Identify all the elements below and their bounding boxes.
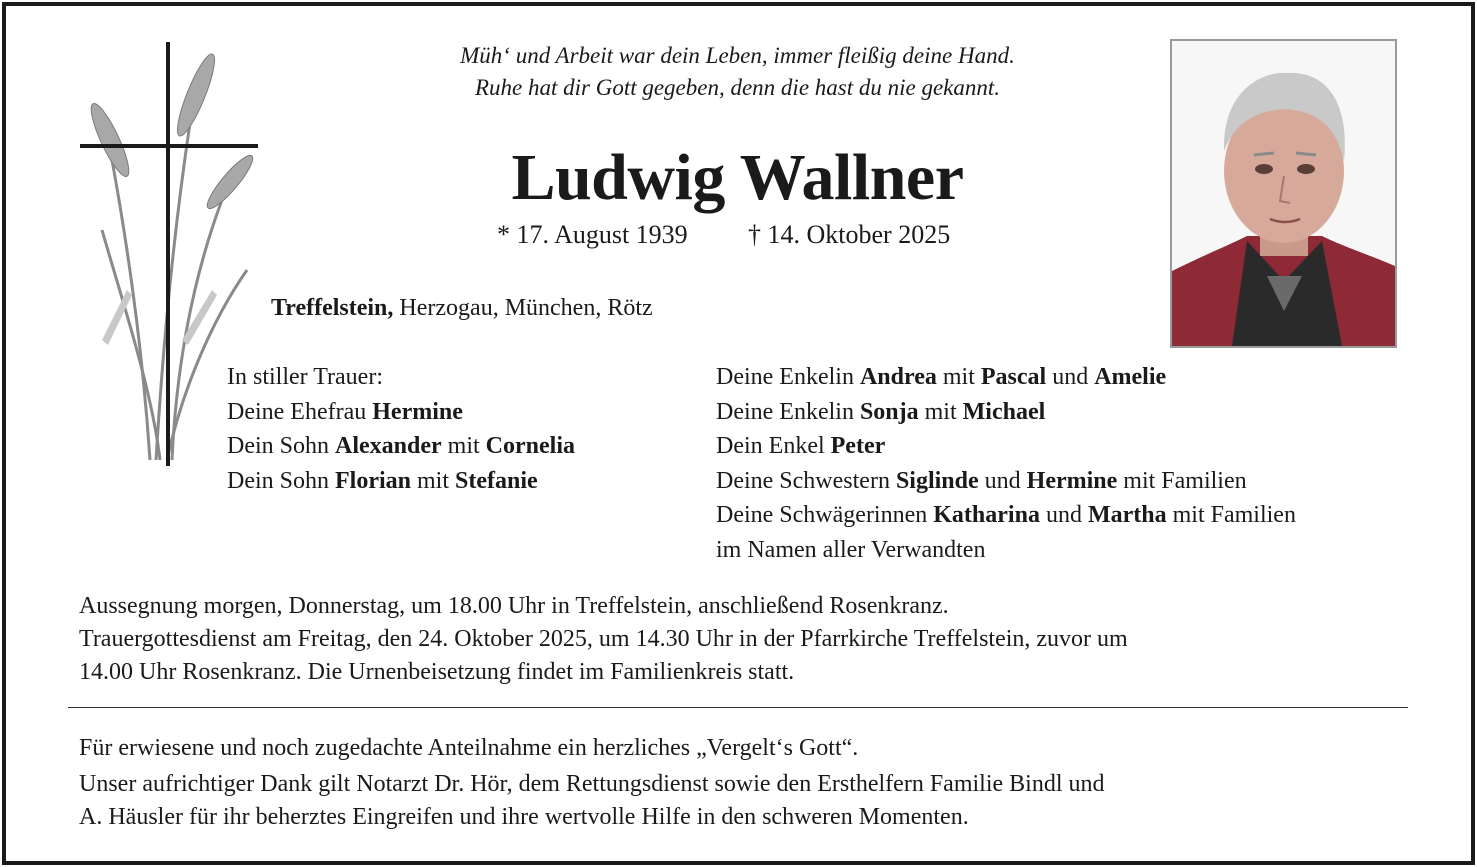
- service-line-2: Trauergottesdienst am Freitag, den 24. Oktober 2025, um 14.30 Uhr in der Pfarrkirche Treffelstein, zuvor um: [79, 626, 1128, 652]
- main-place: Treffelstein,: [271, 295, 394, 321]
- list-item: Deine Schwestern Siglinde und Hermine mit Familien: [716, 467, 1247, 494]
- death-date: † 14. Oktober 2025: [748, 220, 951, 249]
- other-places: Herzogau, München, Rötz: [393, 295, 653, 321]
- motto-line-1: Müh‘ und Arbeit war dein Leben, immer fleißig deine Hand.: [460, 43, 1015, 68]
- list-item: Deine Enkelin Sonja mit Michael: [716, 398, 1046, 425]
- places: [271, 292, 653, 324]
- service-line-1: Aussegnung morgen, Donnerstag, um 18.00 Uhr in Treffelstein, anschließend Rosenkranz.: [79, 593, 949, 619]
- list-item: Dein Enkel Peter: [716, 433, 886, 459]
- divider: [68, 707, 1408, 708]
- thanks-line-2: Unser aufrichtiger Dank gilt Notarzt Dr. Hör, dem Rettungsdienst sowie den Ersthelfern Familie Bindl und: [79, 771, 1105, 797]
- thanks-line-1: Für erwiesene und noch zugedachte Anteilnahme ein herzliches „Vergelt‘s Gott“.: [79, 735, 859, 761]
- birth-date: * 17. August 1939: [497, 220, 688, 249]
- portrait-photo: [1170, 39, 1397, 348]
- list-item: im Namen aller Verwandten: [716, 536, 986, 563]
- motto-line-2: Ruhe hat dir Gott gegeben, denn die hast du nie gekannt.: [474, 75, 1001, 100]
- mourners-left-list: [227, 360, 575, 498]
- list-item: Deine Schwägerinnen Katharina und Martha mit Familien: [716, 502, 1296, 528]
- list-item: In stiller Trauer:: [227, 364, 383, 390]
- list-item: Dein Sohn Alexander mit Cornelia: [227, 433, 575, 459]
- thanks-line-3: A. Häusler für ihr beherztes Eingreifen und ihre wertvolle Hilfe in den schweren Momenten.: [79, 804, 969, 830]
- list-item: Dein Sohn Florian mit Stefanie: [227, 467, 538, 494]
- mourners-right-list: [716, 360, 1296, 567]
- list-item: Deine Enkelin Andrea mit Pascal und Amelie: [716, 364, 1167, 390]
- deceased-name: Ludwig Wallner: [511, 141, 964, 214]
- list-item: Deine Ehefrau Hermine: [227, 398, 463, 425]
- service-line-3: 14.00 Uhr Rosenkranz. Die Urnenbeisetzung findet im Familienkreis statt.: [79, 659, 795, 685]
